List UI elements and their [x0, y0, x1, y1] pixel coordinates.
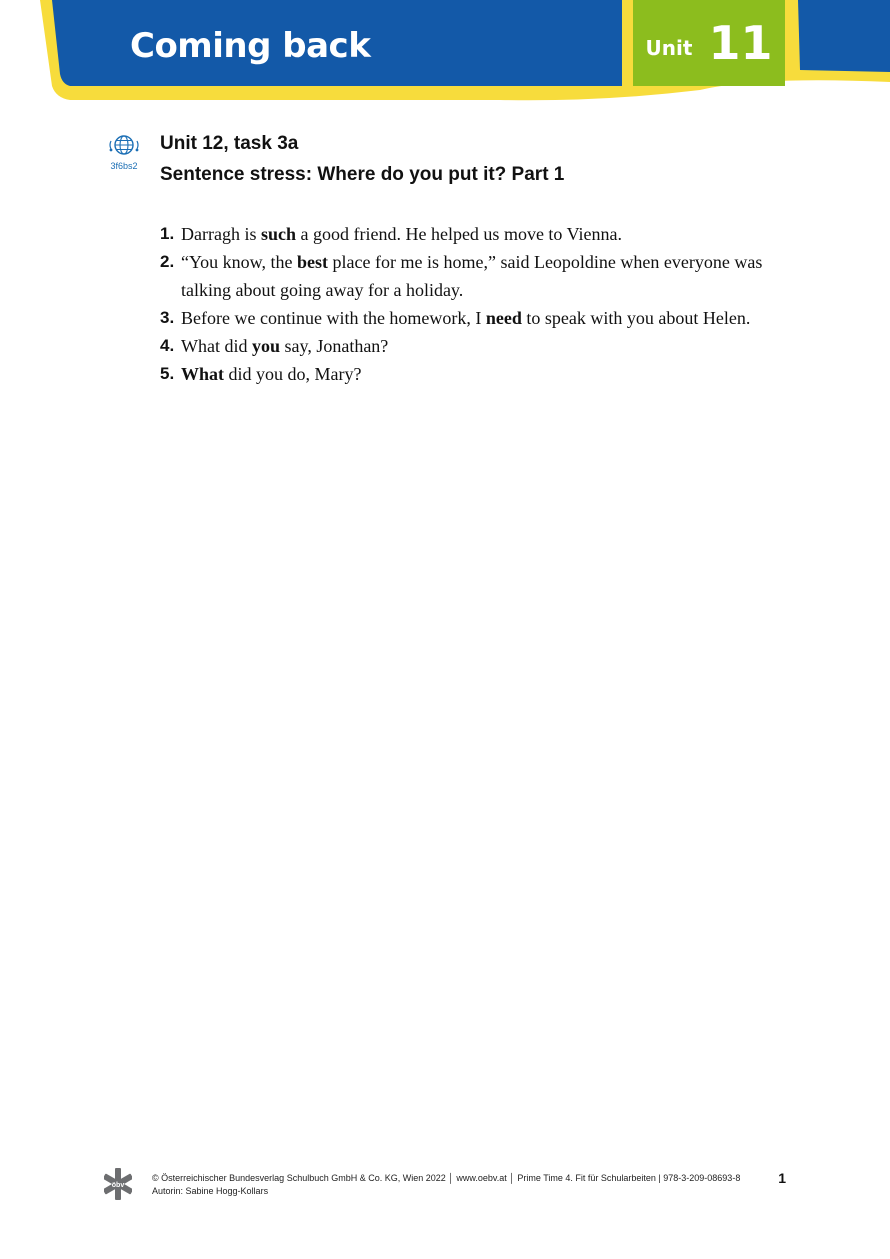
list-item	[160, 360, 800, 388]
item-text-after: to speak with you about Helen.	[521, 308, 751, 328]
task-heading: Unit 12, task 3a	[160, 133, 299, 154]
page-number: 1	[778, 1170, 786, 1186]
task-heading-block	[160, 128, 564, 190]
page-header	[0, 0, 890, 104]
page-title: Coming back	[130, 26, 371, 66]
list-item	[160, 304, 800, 332]
item-text	[181, 332, 800, 360]
list-item	[160, 248, 800, 304]
item-number: 5.	[160, 364, 175, 383]
item-text	[181, 304, 800, 332]
stressed-word: best	[297, 252, 329, 272]
web-code-badge[interactable]	[104, 132, 144, 171]
item-text	[181, 248, 800, 304]
item-number: 2.	[160, 252, 175, 271]
stressed-word: such	[260, 224, 296, 244]
author-line: Autorin: Sabine Hogg-Kollars	[152, 1186, 269, 1196]
publisher-logo-text: öbv	[111, 1182, 125, 1189]
copyright-line: © Österreichischer Bundesverlag Schulbuch GmbH & Co. KG, Wien 2022 │ www.oebv.at │ Prime Time 4. Fit für Schularbeiten | 978-3-209-08693-8	[152, 1173, 741, 1183]
item-text-after: a good friend. He helped us move to Vienna.	[296, 224, 623, 244]
page-footer	[104, 1168, 794, 1205]
item-number: 1.	[160, 224, 175, 243]
item-text-before: Before we continue with the homework, I	[181, 308, 486, 328]
list-item	[160, 332, 800, 360]
unit-badge	[633, 0, 785, 86]
item-text-after: say, Jonathan?	[280, 336, 389, 356]
item-text-before: “You know, the	[181, 252, 298, 272]
item-number: 4.	[160, 336, 175, 355]
item-text	[181, 360, 800, 388]
task-subheading: Sentence stress: Where do you put it? Part 1	[160, 164, 565, 185]
item-number: 3.	[160, 308, 175, 327]
stressed-word: What	[181, 364, 225, 384]
publisher-logo	[104, 1168, 132, 1200]
stressed-word: need	[485, 308, 522, 328]
list-item	[160, 220, 800, 248]
item-text-after: did you do, Mary?	[224, 364, 362, 384]
sentence-list	[160, 220, 800, 388]
web-globe-icon	[106, 132, 142, 158]
web-code: 3f6bs2	[110, 161, 138, 171]
unit-label: Unit	[645, 36, 693, 60]
item-text-before: What did	[181, 336, 252, 356]
item-text-after: place for me is home,” said Leopoldine when everyone was talking about going away for a holiday.	[181, 252, 763, 300]
footer-text	[152, 1172, 740, 1198]
item-text	[181, 220, 800, 248]
unit-number: 11	[708, 16, 773, 70]
item-text-before: Darragh is	[181, 224, 261, 244]
stressed-word: you	[251, 336, 280, 356]
